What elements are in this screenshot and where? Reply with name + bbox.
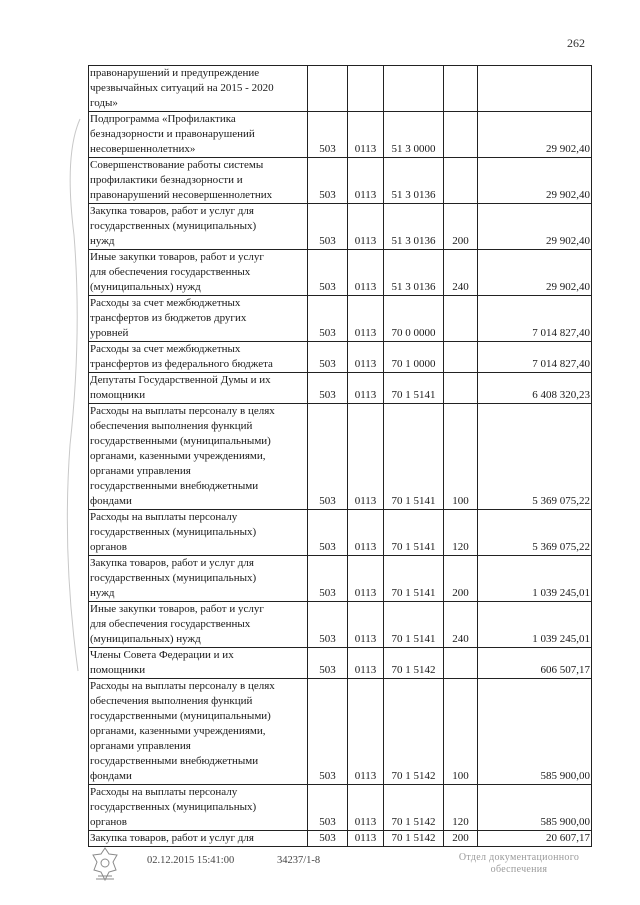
- table-row: [89, 831, 592, 847]
- row-name-cell: правонарушений и предупреждение чрезвычайных ситуаций на 2015 - 2020 годы»: [89, 66, 308, 112]
- table-row: [89, 158, 592, 204]
- row-name-cell: Депутаты Государственной Думы и их помощники: [89, 373, 308, 404]
- row-ved-cell: 503: [308, 679, 348, 785]
- row-vr-cell: [444, 66, 478, 112]
- row-csr-cell: 51 3 0136: [384, 250, 444, 296]
- row-rz-cell: 0113: [348, 250, 384, 296]
- table-row: [89, 342, 592, 373]
- table-row: [89, 250, 592, 296]
- department-stamp: [446, 852, 592, 876]
- row-sum-cell: 5 369 075,22: [478, 404, 592, 510]
- row-sum-cell: 6 408 320,23: [478, 373, 592, 404]
- row-csr-cell: [384, 66, 444, 112]
- row-name-cell: Расходы за счет межбюджетных трансфертов из бюджетов других уровней: [89, 296, 308, 342]
- row-vr-cell: [444, 342, 478, 373]
- row-csr-cell: 70 1 5141: [384, 556, 444, 602]
- budget-table: [88, 65, 592, 847]
- row-rz-cell: 0113: [348, 342, 384, 373]
- footer-doc-number: 34237/1-8: [277, 855, 321, 866]
- row-rz-cell: 0113: [348, 602, 384, 648]
- row-vr-cell: 100: [444, 679, 478, 785]
- row-vr-cell: 120: [444, 785, 478, 831]
- row-sum-cell: 7 014 827,40: [478, 342, 592, 373]
- row-name-cell: Расходы на выплаты персоналу в целях обеспечения выполнения функций государственными (муниципальными) органами, казенными учреждениями, органами управления государственными внебюджетными фондами: [89, 679, 308, 785]
- row-ved-cell: 503: [308, 373, 348, 404]
- row-csr-cell: 70 0 0000: [384, 296, 444, 342]
- row-csr-cell: 51 3 0136: [384, 158, 444, 204]
- row-sum-cell: 29 902,40: [478, 250, 592, 296]
- row-name-cell: Иные закупки товаров, работ и услуг для обеспечения государственных (муниципальных) нужд: [89, 250, 308, 296]
- row-ved-cell: 503: [308, 112, 348, 158]
- row-name-cell: Закупка товаров, работ и услуг для: [89, 831, 308, 847]
- table-row: [89, 785, 592, 831]
- table-row: [89, 648, 592, 679]
- row-rz-cell: [348, 66, 384, 112]
- row-sum-cell: 585 900,00: [478, 679, 592, 785]
- row-rz-cell: 0113: [348, 373, 384, 404]
- row-sum-cell: 1 039 245,01: [478, 602, 592, 648]
- row-sum-cell: 606 507,17: [478, 648, 592, 679]
- row-ved-cell: [308, 66, 348, 112]
- row-name-cell: Подпрограмма «Профилактика безнадзорности и правонарушений несовершеннолетних»: [89, 112, 308, 158]
- row-rz-cell: 0113: [348, 204, 384, 250]
- table-row: [89, 66, 592, 112]
- row-name-cell: Совершенствование работы системы профилактики безнадзорности и правонарушений несовершеннолетних: [89, 158, 308, 204]
- row-rz-cell: 0113: [348, 404, 384, 510]
- row-name-cell: Члены Совета Федерации и их помощники: [89, 648, 308, 679]
- row-vr-cell: 100: [444, 404, 478, 510]
- row-ved-cell: 503: [308, 404, 348, 510]
- margin-bracket-mark: [60, 115, 84, 675]
- row-rz-cell: 0113: [348, 158, 384, 204]
- coat-of-arms-emblem: [90, 846, 120, 882]
- row-csr-cell: 70 1 5142: [384, 648, 444, 679]
- table-row: [89, 602, 592, 648]
- row-rz-cell: 0113: [348, 679, 384, 785]
- row-ved-cell: 503: [308, 556, 348, 602]
- table-row: [89, 112, 592, 158]
- row-name-cell: Закупка товаров, работ и услуг для государственных (муниципальных) нужд: [89, 204, 308, 250]
- row-ved-cell: 503: [308, 342, 348, 373]
- stamp-line-2: обеспечения: [490, 864, 548, 875]
- row-rz-cell: 0113: [348, 556, 384, 602]
- row-csr-cell: 70 1 0000: [384, 342, 444, 373]
- row-vr-cell: 200: [444, 831, 478, 847]
- table-row: [89, 556, 592, 602]
- row-vr-cell: 200: [444, 204, 478, 250]
- footer-datetime: 02.12.2015 15:41:00: [147, 855, 235, 866]
- row-sum-cell: 1 039 245,01: [478, 556, 592, 602]
- row-rz-cell: 0113: [348, 831, 384, 847]
- row-name-cell: Иные закупки товаров, работ и услуг для обеспечения государственных (муниципальных) нужд: [89, 602, 308, 648]
- row-sum-cell: 7 014 827,40: [478, 296, 592, 342]
- table-row: [89, 404, 592, 510]
- row-vr-cell: [444, 648, 478, 679]
- row-ved-cell: 503: [308, 250, 348, 296]
- row-sum-cell: 585 900,00: [478, 785, 592, 831]
- row-sum-cell: [478, 66, 592, 112]
- row-vr-cell: [444, 112, 478, 158]
- row-rz-cell: 0113: [348, 648, 384, 679]
- row-csr-cell: 51 3 0136: [384, 204, 444, 250]
- row-csr-cell: 51 3 0000: [384, 112, 444, 158]
- row-sum-cell: 29 902,40: [478, 204, 592, 250]
- row-csr-cell: 70 1 5141: [384, 602, 444, 648]
- row-sum-cell: 29 902,40: [478, 112, 592, 158]
- row-rz-cell: 0113: [348, 510, 384, 556]
- table-row: [89, 296, 592, 342]
- row-ved-cell: 503: [308, 510, 348, 556]
- row-csr-cell: 70 1 5141: [384, 373, 444, 404]
- row-sum-cell: 29 902,40: [478, 158, 592, 204]
- row-sum-cell: 5 369 075,22: [478, 510, 592, 556]
- row-name-cell: Расходы на выплаты персоналу государственных (муниципальных) органов: [89, 785, 308, 831]
- row-ved-cell: 503: [308, 602, 348, 648]
- table-row: [89, 204, 592, 250]
- row-name-cell: Расходы на выплаты персоналу в целях обеспечения выполнения функций государственными (муниципальными) органами, казенными учреждениями, органами управления государственными внебюджетными фондами: [89, 404, 308, 510]
- row-vr-cell: 240: [444, 250, 478, 296]
- row-csr-cell: 70 1 5142: [384, 831, 444, 847]
- row-sum-cell: 20 607,17: [478, 831, 592, 847]
- row-vr-cell: 200: [444, 556, 478, 602]
- row-rz-cell: 0113: [348, 112, 384, 158]
- row-rz-cell: 0113: [348, 785, 384, 831]
- table-row: [89, 679, 592, 785]
- row-ved-cell: 503: [308, 158, 348, 204]
- row-vr-cell: [444, 296, 478, 342]
- table-row: [89, 373, 592, 404]
- row-rz-cell: 0113: [348, 296, 384, 342]
- page-number: 262: [567, 36, 585, 50]
- row-csr-cell: 70 1 5142: [384, 679, 444, 785]
- table-row: [89, 510, 592, 556]
- row-ved-cell: 503: [308, 785, 348, 831]
- row-ved-cell: 503: [308, 831, 348, 847]
- row-vr-cell: [444, 373, 478, 404]
- row-ved-cell: 503: [308, 204, 348, 250]
- row-name-cell: Закупка товаров, работ и услуг для государственных (муниципальных) нужд: [89, 556, 308, 602]
- row-vr-cell: 240: [444, 602, 478, 648]
- row-ved-cell: 503: [308, 296, 348, 342]
- row-csr-cell: 70 1 5141: [384, 510, 444, 556]
- row-csr-cell: 70 1 5142: [384, 785, 444, 831]
- row-vr-cell: [444, 158, 478, 204]
- row-ved-cell: 503: [308, 648, 348, 679]
- row-name-cell: Расходы за счет межбюджетных трансфертов из федерального бюджета: [89, 342, 308, 373]
- row-csr-cell: 70 1 5141: [384, 404, 444, 510]
- row-vr-cell: 120: [444, 510, 478, 556]
- row-name-cell: Расходы на выплаты персоналу государственных (муниципальных) органов: [89, 510, 308, 556]
- stamp-line-1: Отдел документационного: [458, 852, 580, 863]
